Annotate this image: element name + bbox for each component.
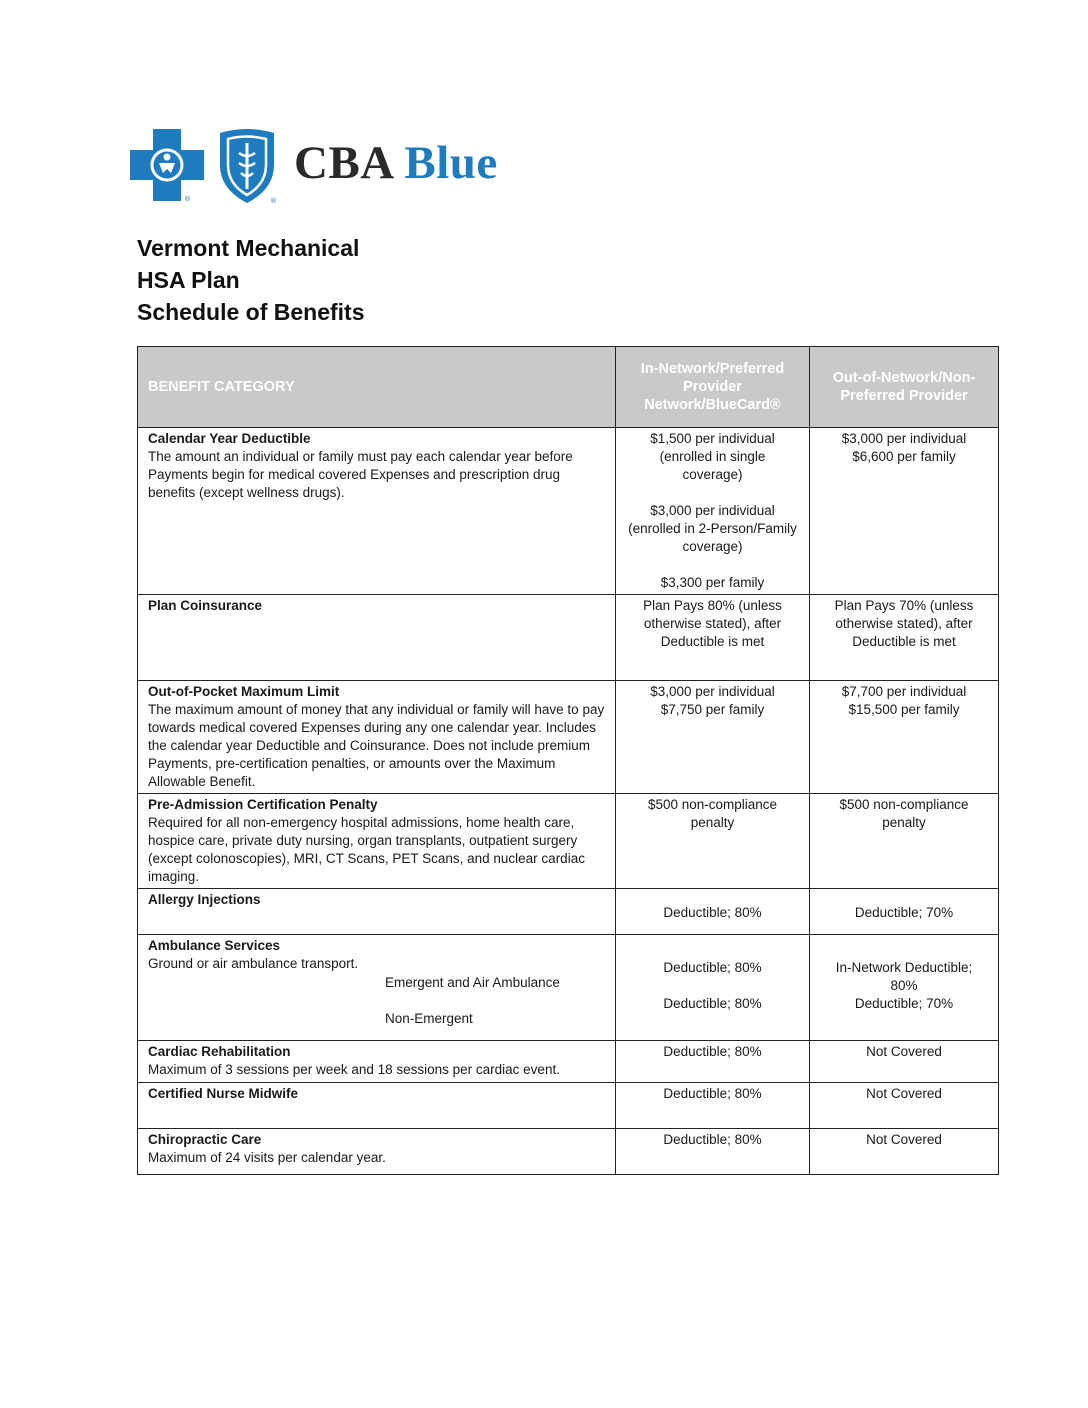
- table-row: [138, 595, 999, 681]
- in-network-value: Deductible; 80%: [616, 1041, 810, 1083]
- out-network-value: Deductible; 70%: [810, 889, 999, 935]
- in-network-line: $3,000 per individual: [650, 684, 775, 699]
- table-row: [138, 428, 999, 595]
- table-row: [138, 1041, 999, 1083]
- out-network-value: $500 non-compliance penalty: [810, 794, 999, 889]
- row-name: Chiropractic Care: [148, 1132, 262, 1147]
- header-benefit-category: BENEFIT CATEGORY: [138, 347, 616, 428]
- in-network-value: Deductible; 80%: [616, 1129, 810, 1175]
- in-network-value: [616, 935, 810, 1041]
- title-line-3: Schedule of Benefits: [137, 299, 365, 325]
- in-network-value: Deductible; 80%: [616, 889, 810, 935]
- title-line-1: Vermont Mechanical: [137, 235, 360, 261]
- table-row: [138, 1129, 999, 1175]
- blue-shield-icon: [212, 127, 282, 205]
- row-description: The amount an individual or family must pay each calendar year before Payments begin for medical covered Expenses and prescription drug benefits (except wellness drugs).: [148, 449, 573, 500]
- row-category: [138, 595, 616, 681]
- table-row: [138, 681, 999, 794]
- row-name: Calendar Year Deductible: [148, 431, 311, 446]
- table-row: [138, 889, 999, 935]
- row-name: Pre-Admission Certification Penalty: [148, 797, 378, 812]
- in-network-value: Deductible; 80%: [616, 1083, 810, 1129]
- row-category: [138, 428, 616, 595]
- brand-name-part2: Blue: [404, 137, 498, 189]
- in-network-value: [616, 428, 810, 595]
- row-description: Required for all non-emergency hospital admissions, home health care, hospice care, private duty nursing, organ transplants, outpatient surgery (except colonoscopies), MRI, CT Scans, PET Scans, and nuclear cardiac imaging.: [148, 815, 585, 884]
- brand-name-part1: CBA: [294, 137, 393, 189]
- ambulance-subtype: Emergent and Air Ambulance: [385, 975, 560, 990]
- in-network-line: Deductible; 80%: [663, 960, 762, 975]
- in-network-line: $1,500 per individual (enrolled in single coverage): [650, 431, 775, 482]
- row-category: [138, 1041, 616, 1083]
- title-line-2: HSA Plan: [137, 267, 240, 293]
- header-out-network: Out-of-Network/Non-Preferred Provider: [810, 347, 999, 428]
- table-row: [138, 794, 999, 889]
- in-network-value: Plan Pays 80% (unless otherwise stated), after Deductible is met: [616, 595, 810, 681]
- row-description: Maximum of 24 visits per calendar year.: [148, 1150, 386, 1165]
- in-network-line: $7,750 per family: [660, 702, 765, 717]
- out-network-line: In-Network Deductible; 80%: [835, 960, 973, 993]
- row-name: Plan Coinsurance: [148, 598, 263, 613]
- out-network-line: $15,500 per family: [848, 702, 960, 717]
- blue-cross-icon: [126, 127, 208, 205]
- out-network-line: Deductible; 70%: [854, 996, 954, 1011]
- in-network-line: $3,000 per individual (enrolled in 2-Person/Family coverage): [628, 503, 797, 554]
- row-name: Cardiac Rehabilitation: [148, 1044, 291, 1059]
- row-name: Out-of-Pocket Maximum Limit: [148, 684, 340, 699]
- row-description: Maximum of 3 sessions per week and 18 sessions per cardiac event.: [148, 1062, 560, 1077]
- row-name: Ambulance Services: [148, 938, 281, 953]
- table-row: [138, 1083, 999, 1129]
- in-network-value: $500 non-compliance penalty: [616, 794, 810, 889]
- row-category: [138, 794, 616, 889]
- svg-text:®: ®: [270, 197, 277, 205]
- svg-text:®: ®: [184, 195, 191, 203]
- header-in-network: In-Network/Preferred Provider Network/BlueCard®: [616, 347, 810, 428]
- row-name: Allergy Injections: [148, 892, 261, 907]
- row-category: [138, 935, 616, 1041]
- brand-name: [294, 136, 498, 190]
- out-network-value: [810, 935, 999, 1041]
- out-network-value: [810, 428, 999, 595]
- in-network-value: [616, 681, 810, 794]
- table-header-row: [138, 347, 999, 428]
- out-network-value: Not Covered: [810, 1083, 999, 1129]
- table-row: [138, 935, 999, 1041]
- out-network-value: Not Covered: [810, 1129, 999, 1175]
- brand-logo: [126, 128, 498, 204]
- row-description: Ground or air ambulance transport.: [148, 956, 359, 971]
- row-category: [138, 681, 616, 794]
- in-network-line: Deductible; 80%: [663, 996, 762, 1011]
- row-category: [138, 1083, 616, 1129]
- out-network-line: $3,000 per individual: [841, 431, 967, 446]
- row-category: [138, 889, 616, 935]
- out-network-value: [810, 681, 999, 794]
- benefits-table: [137, 346, 999, 1175]
- document-title: [137, 232, 364, 328]
- in-network-line: $3,300 per family: [660, 575, 765, 590]
- out-network-line: $7,700 per individual: [841, 684, 967, 699]
- ambulance-subtype: Non-Emergent: [385, 1011, 473, 1026]
- out-network-value: Plan Pays 70% (unless otherwise stated), after Deductible is met: [810, 595, 999, 681]
- out-network-value: Not Covered: [810, 1041, 999, 1083]
- row-category: [138, 1129, 616, 1175]
- out-network-line: $6,600 per family: [852, 449, 956, 464]
- row-name: Certified Nurse Midwife: [148, 1086, 299, 1101]
- row-description: The maximum amount of money that any individual or family will have to pay towards medical covered Expenses during any one calendar year. Includes the calendar year Deductible and Coinsurance. Does not include premium Payments, pre-certification penalties, or amounts over the Maximum Allowable Benefit.: [148, 702, 605, 789]
